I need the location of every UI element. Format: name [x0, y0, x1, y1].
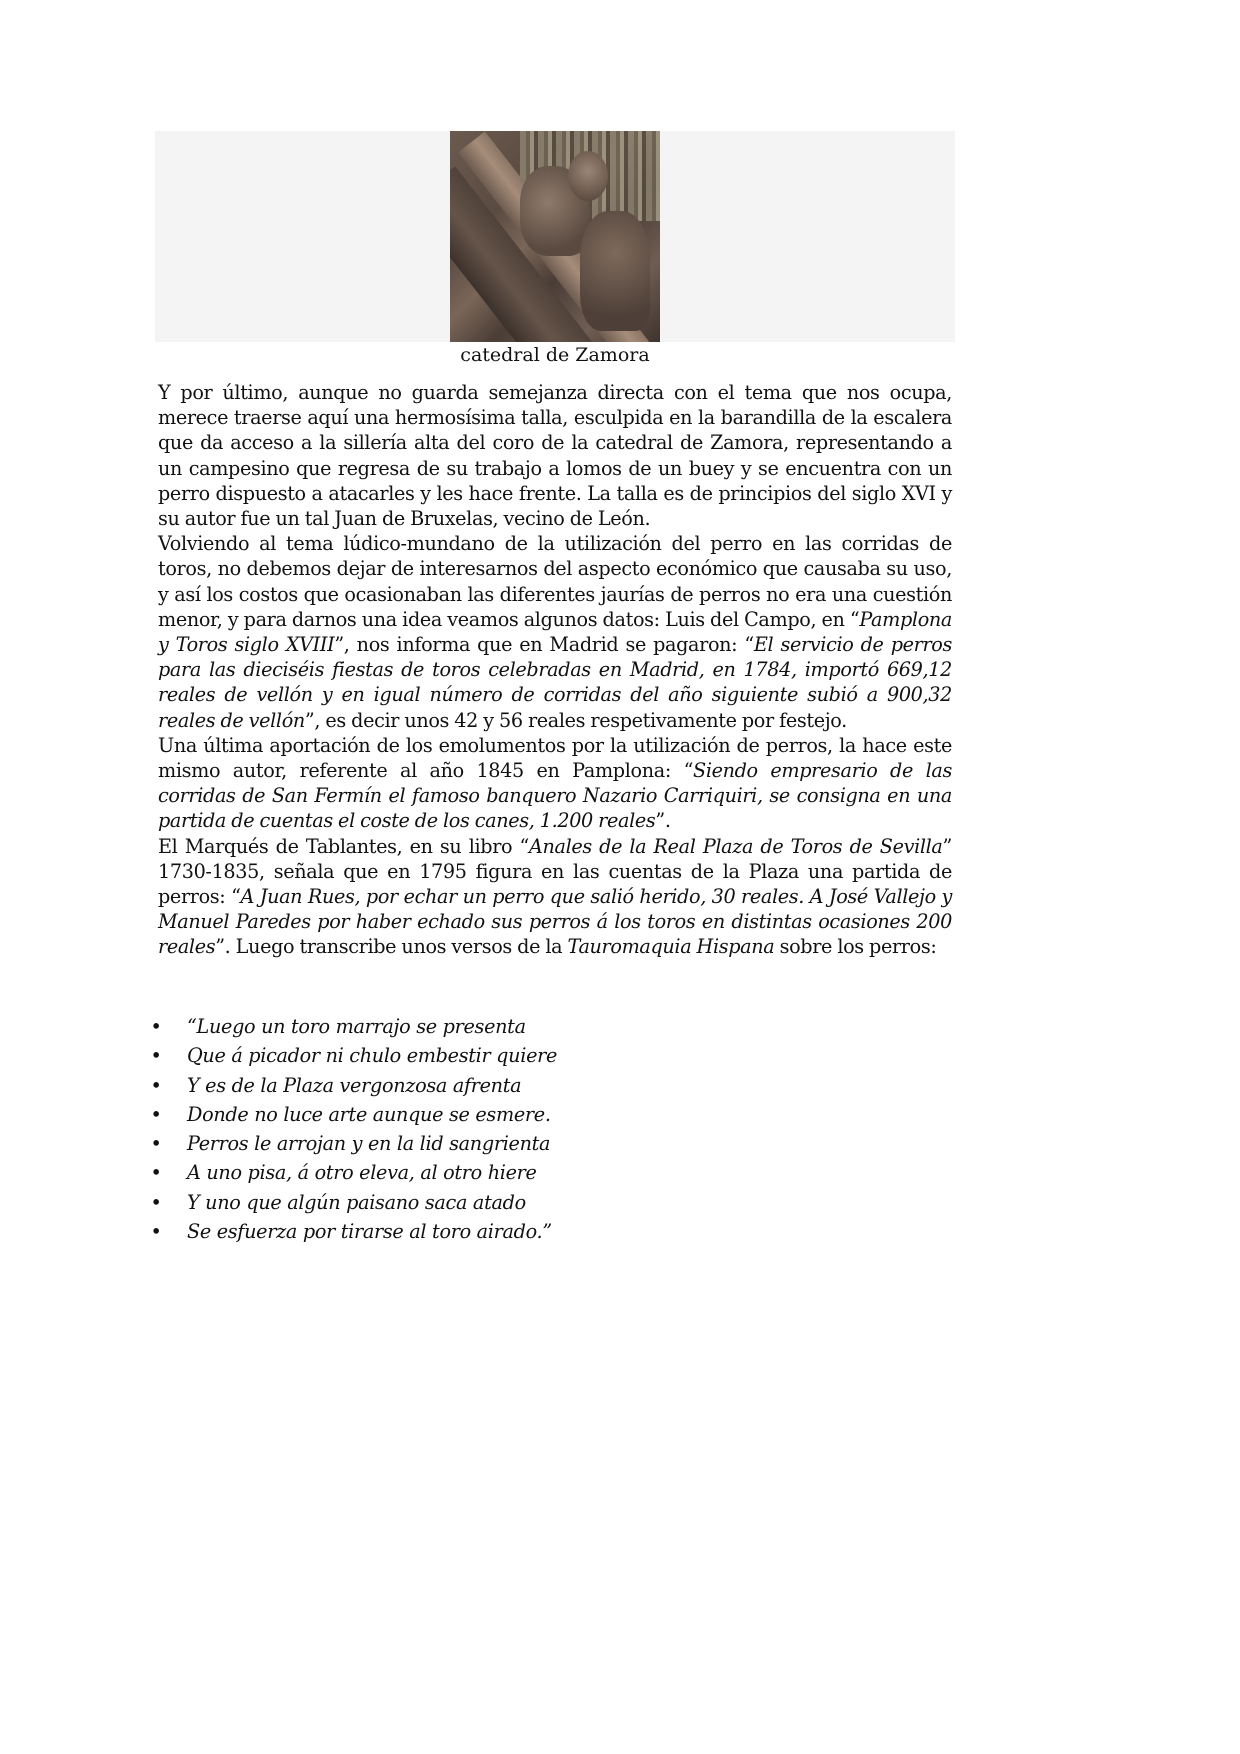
verse-line [150, 1041, 750, 1070]
book-title: Anales de la Real Plaza de Toros de Sevilla [529, 834, 943, 858]
verse-line [150, 1188, 750, 1217]
quotation: A Juan Rues, por echar un perro que salió herido, 30 reales. A José Vallejo y Manuel Paredes por haber echado sus perros á los toros en distintas ocasiones 200 reales [158, 885, 952, 959]
bullet-icon: • [150, 1220, 162, 1244]
carving-photo [450, 131, 660, 342]
paragraph-text: El Marqués de Tablantes, en su libro “ [158, 834, 529, 858]
verse-list [150, 1012, 750, 1246]
quotation: Siendo empresario de las corridas de San Fermín el famoso banquero Nazario Carriquiri, se consigna en una partida de cuentas el coste de los canes, 1.200 reales [158, 759, 952, 833]
paragraph-pamplona-1845 [158, 733, 952, 834]
verse-text: Se esfuerza por tirarse al toro airado.” [187, 1220, 552, 1244]
verse-line [150, 1100, 750, 1129]
paragraph-text: sobre los perros: [774, 935, 937, 959]
bullet-icon: • [150, 1015, 162, 1038]
quotation: El servicio de perros para las dieciséis fiestas de toros celebradas en Madrid, en 1784, importó 669,12 reales de vellón y en igual número de corridas del año siguiente subió a 900,32 reales de vellón [158, 633, 952, 732]
verse-line [150, 1012, 750, 1041]
paragraph-text: ”. Luego transcribe unos versos de la [215, 935, 568, 959]
bullet-icon: • [150, 1073, 162, 1097]
verse-text: A uno pisa, á otro eleva, al otro hiere [187, 1161, 537, 1185]
book-title: Pamplona y Toros siglo XVIII [158, 607, 952, 657]
book-title: Tauromaquia Hispana [567, 935, 775, 959]
paragraph-marques-tablantes [158, 834, 952, 960]
carved-peasant-figure [568, 151, 608, 201]
verse-line [150, 1129, 750, 1158]
carved-ox-figure [580, 211, 650, 331]
paragraph-text: ”. [655, 809, 671, 833]
verse-line [150, 1158, 750, 1187]
verse-text: “Luego un toro marrajo se presenta [187, 1015, 526, 1038]
bullet-icon: • [150, 1132, 162, 1156]
verse-text: Perros le arrojan y en la lid sangrienta [187, 1132, 551, 1156]
verse-text: Donde no luce arte aunque se esmere. [187, 1102, 551, 1126]
verse-line [150, 1071, 750, 1100]
bullet-icon: • [150, 1102, 162, 1126]
paragraph-text: Una última aportación de los emolumentos por la utilización de perros, la hace este mismo autor, referente al año 1845 en Pamplona: “ [158, 733, 952, 783]
paragraph-text: ” 1730-1835, señala que en 1795 figura en las cuentas de la Plaza una partida de perros: “ [158, 834, 952, 909]
body-text [158, 380, 952, 960]
figure-caption: catedral de Zamora [460, 344, 650, 366]
verse-line [150, 1217, 750, 1246]
bullet-icon: • [150, 1161, 162, 1185]
paragraph-text: ”, nos informa que en Madrid se pagaron: “ [334, 633, 754, 657]
verse-text: Que á picador ni chulo embestir quiere [187, 1044, 558, 1068]
bullet-icon: • [150, 1044, 162, 1068]
verse-text: Y es de la Plaza vergonzosa afrenta [187, 1073, 522, 1097]
paragraph-text: ”, es decir unos 42 y 56 reales respetivamente por festejo. [304, 708, 847, 732]
verse-text: Y uno que algún paisano saca atado [187, 1190, 526, 1214]
paragraph-text: Volviendo al tema lúdico-mundano de la utilización del perro en las corridas de toros, no debemos dejar de interesarnos del aspecto económico que causaba su uso, y así los costos que ocasionaban las diferentes jaurías de perros no era una cuestión menor, y para darnos una idea veamos algunos datos: Luis del Campo, en “ [158, 532, 952, 631]
bullet-icon: • [150, 1190, 162, 1214]
paragraph-text: Y por último, aunque no guarda semejanza directa con el tema que nos ocupa, merece traerse aquí una hermosísima talla, esculpida en la barandilla de la escalera que da acceso a la sillería alta del coro de la catedral de Zamora, representando a un campesino que regresa de su trabajo a lomos de un buey y se encuentra con un perro dispuesto a atacarles y les hace frente. La talla es de principios del siglo XVI y su autor fue un tal Juan de Bruxelas, vecino de León. [158, 381, 952, 531]
paragraph-zamora-carving [158, 380, 952, 531]
paragraph-economic-aspect [158, 531, 952, 733]
